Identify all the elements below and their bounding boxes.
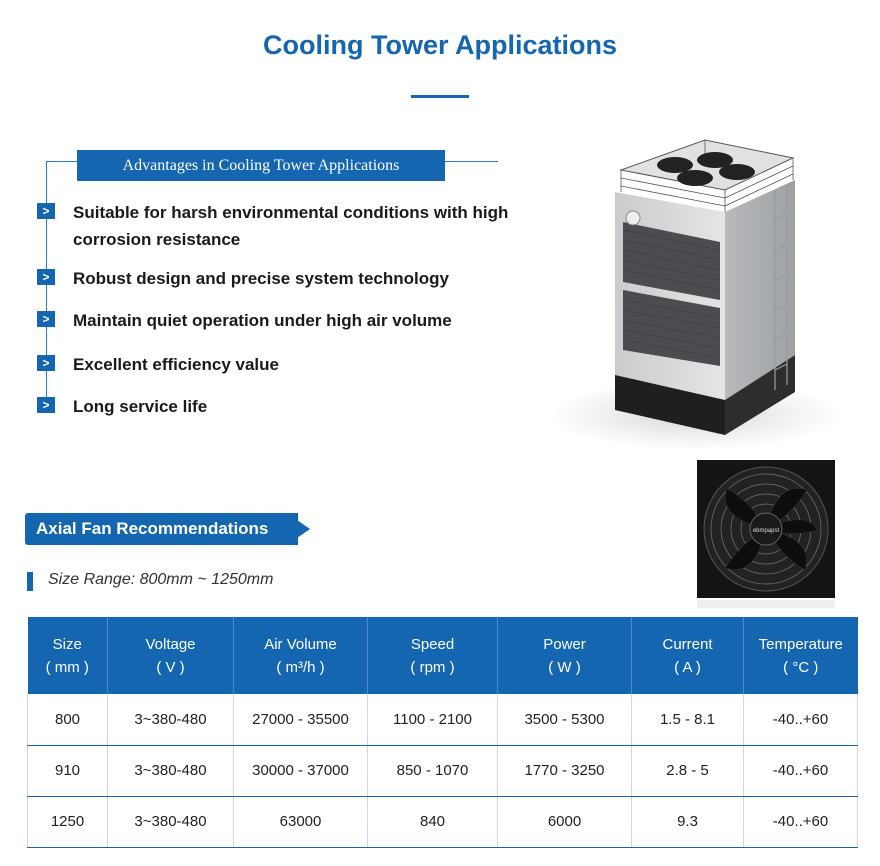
table-row	[28, 745, 858, 796]
advantage-text: Suitable for harsh environmental conditions with high corrosion resistance	[73, 203, 509, 249]
column-header-air-volume: Air Volume ( m³/h )	[234, 617, 368, 694]
advantage-text: Excellent efficiency value	[73, 355, 279, 374]
chevron-right-icon: >	[37, 355, 55, 371]
column-header-size: Size ( mm )	[28, 617, 108, 694]
table-cell: 63000	[234, 796, 368, 847]
table-cell: -40..+60	[744, 694, 858, 745]
table-cell: -40..+60	[744, 745, 858, 796]
chevron-right-icon: >	[37, 311, 55, 327]
advantage-text: Robust design and precise system technology	[73, 269, 449, 288]
size-range-text: Size Range: 800mm ~ 1250mm	[48, 571, 274, 588]
column-header-power: Power ( W )	[498, 617, 632, 694]
table-cell: 840	[368, 796, 498, 847]
table-row	[28, 694, 858, 745]
table-header-row	[28, 617, 858, 694]
table-cell: 1.5 - 8.1	[632, 694, 744, 745]
column-header-speed: Speed ( rpm )	[368, 617, 498, 694]
cooling-tower-illustration	[555, 130, 855, 450]
advantage-text: Maintain quiet operation under high air volume	[73, 311, 452, 330]
table-cell: 30000 - 37000	[234, 745, 368, 796]
table-cell: 3~380-480	[108, 694, 234, 745]
heading-arrow-icon	[297, 520, 310, 538]
table-row	[28, 796, 858, 847]
chevron-right-icon: >	[37, 203, 55, 219]
spec-table	[27, 617, 858, 848]
fan-brand-logo: ebmpapst	[752, 528, 780, 534]
column-header-voltage: Voltage ( V )	[108, 617, 234, 694]
page-title: Cooling Tower Applications	[263, 30, 617, 60]
table-cell: 1100 - 2100	[368, 694, 498, 745]
table-cell: 9.3	[632, 796, 744, 847]
table-cell: 3~380-480	[108, 745, 234, 796]
advantage-text: Long service life	[73, 397, 208, 416]
size-range-marker	[27, 572, 33, 591]
table-cell: 1770 - 3250	[498, 745, 632, 796]
table-cell: 6000	[498, 796, 632, 847]
table-cell: 1250	[28, 796, 108, 847]
table-cell: -40..+60	[744, 796, 858, 847]
advantages-heading: Advantages in Cooling Tower Applications	[77, 150, 445, 181]
table-cell: 3~380-480	[108, 796, 234, 847]
chevron-right-icon: >	[37, 397, 55, 413]
table-cell: 800	[28, 694, 108, 745]
advantages-frame-left	[46, 161, 47, 411]
column-header-current: Current ( A )	[632, 617, 744, 694]
table-cell: 2.8 - 5	[632, 745, 744, 796]
table-cell: 910	[28, 745, 108, 796]
table-cell: 3500 - 5300	[498, 694, 632, 745]
title-underline	[411, 95, 469, 98]
column-header-temperature: Temperature ( °C )	[744, 617, 858, 694]
table-cell: 850 - 1070	[368, 745, 498, 796]
chevron-right-icon: >	[37, 269, 55, 285]
table-cell: 27000 - 35500	[234, 694, 368, 745]
axial-fan-heading: Axial Fan Recommendations	[25, 513, 298, 545]
axial-fan-illustration	[697, 460, 835, 610]
